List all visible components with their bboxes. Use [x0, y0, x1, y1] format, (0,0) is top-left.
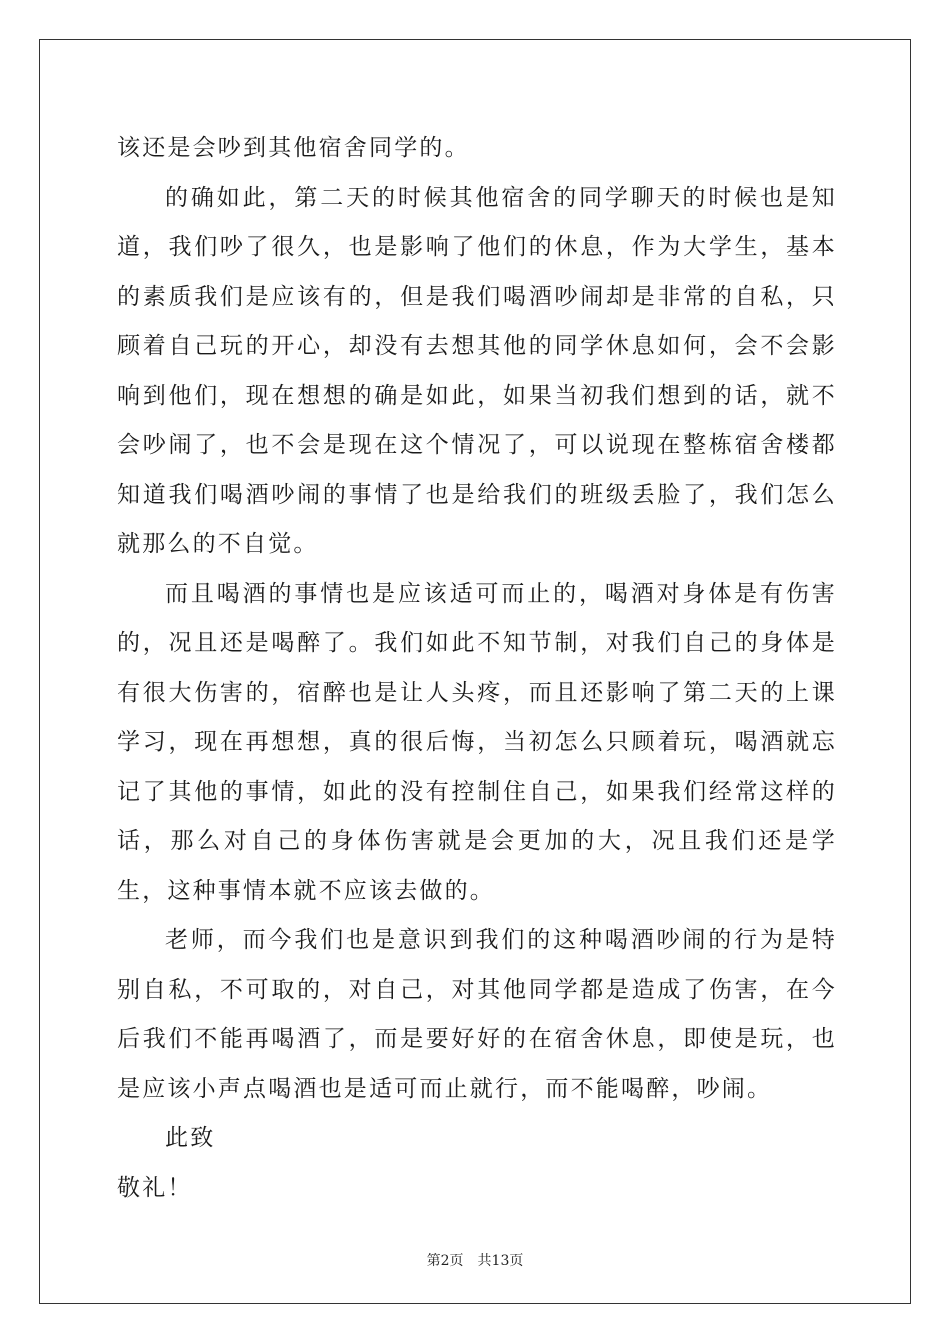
- page-footer: [0, 1250, 950, 1270]
- closing-salutation: 此致: [165, 1125, 216, 1151]
- page-number: 第2页: [426, 1253, 464, 1269]
- paragraph-1: 的确如此，第二天的时候其他宿舍的同学聊天的时候也是知道，我们吵了很久，也是影响了他们的休息，作为大学生，基本的素质我们是应该有的，但是我们喝酒吵闹却是非常的自私，只顾着自己玩的开心，却没有去想其他的同学休息如何，会不会影响到他们，现在想想的确是如此，如果当初我们想到的话，就不会吵闹了，也不会是现在这个情况了，可以说现在整栋宿舍楼都知道我们喝酒吵闹的事情了也是给我们的班级丢脸了，我们怎么就那么的不自觉。: [117, 184, 837, 557]
- paragraph-continuation: 该还是会吵到其他宿舍同学的。: [117, 135, 470, 161]
- paragraph-2: 而且喝酒的事情也是应该适可而止的，喝酒对身体是有伤害的，况且还是喝醉了。我们如此不知节制，对我们自己的身体是有很大伤害的，宿醉也是让人头疼，而且还影响了第二天的上课学习，现在再想想，真的很后悔，当初怎么只顾着玩，喝酒就忘记了其他的事情，如此的没有控制住自己，如果我们经常这样的话，那么对自己的身体伤害就是会更加的大，况且我们还是学生，这种事情本就不应该去做的。: [117, 580, 837, 904]
- closing-regards: 敬礼！: [117, 1174, 193, 1201]
- document-body: [117, 124, 837, 1213]
- paragraph-3: 老师，而今我们也是意识到我们的这种喝酒吵闹的行为是特别自私，不可取的，对自己，对其他同学都是造成了伤害，在今后我们不能再喝酒了，而是要好好的在宿舍休息，即使是玩，也是应该小声点喝酒也是适可而止就行，而不能喝醉，吵闹。: [117, 927, 837, 1102]
- page-total: 共13页: [477, 1253, 524, 1269]
